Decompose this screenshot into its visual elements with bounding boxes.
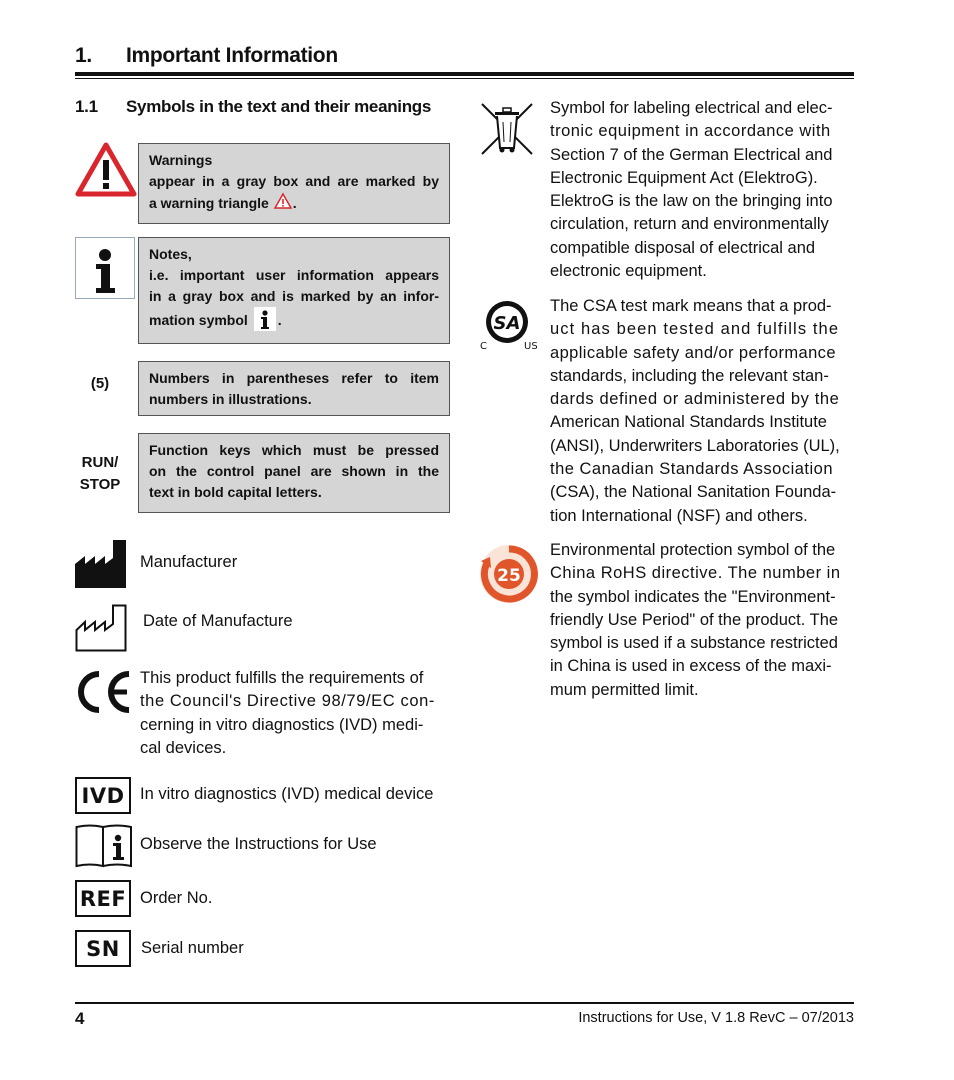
ivd-text: In vitro diagnostics (IVD) medical device bbox=[140, 785, 434, 803]
csa-text: The CSA test mark means that a prod- uct has been tested and fulfills the applicable safety and/or performance standards, including the relevant stan- dards defined or administered by the American National Standards Institute (ANSI), Underwriters Laboratories (UL), the Canadian Standards Association (CSA), the National Sanitation Founda- tion International (NSF) and others. bbox=[550, 297, 840, 525]
footer-rule bbox=[75, 1002, 854, 1004]
function-keys-line-1: Function keys which must be pressed bbox=[149, 442, 439, 458]
ce-text: This product fulfills the requirements of the Council's Directive 98/79/EC con- cerning in vitro diagnostics (IVD) medi- cal devices. bbox=[140, 669, 435, 758]
function-keys-line-2: on the control panel are shown in the bbox=[149, 463, 439, 479]
numbers-side-label: (5) bbox=[90, 375, 110, 392]
manufacturer-text: Manufacturer bbox=[140, 553, 238, 571]
china-rohs-icon bbox=[478, 543, 540, 605]
run-stop-side-label: RUN/ STOP bbox=[79, 454, 121, 493]
ref-icon: REF bbox=[75, 880, 131, 917]
info-icon bbox=[75, 237, 135, 299]
header-rule-thin bbox=[75, 78, 854, 79]
china-rohs-text: Environmental protection symbol of the China RoHS directive. The number in the symbol indicates the "Environment- friendly Use Period" of the product. The symbol is used if a substance restricted in China is used in excess of the maxi- mum permitted limit. bbox=[550, 541, 841, 699]
date-of-manufacture-icon bbox=[75, 604, 127, 652]
function-keys-box bbox=[138, 433, 450, 513]
function-keys-line-3: text in bold capital letters. bbox=[149, 484, 322, 500]
svg-text:US: US bbox=[524, 341, 538, 352]
subsection-number: 1.1 bbox=[75, 97, 98, 116]
numbers-box bbox=[138, 361, 450, 416]
note-line-1: i.e. important user information appears bbox=[149, 267, 439, 283]
subsection-heading bbox=[75, 97, 431, 117]
weee-crossed-bin-icon bbox=[478, 100, 536, 158]
section-heading bbox=[75, 44, 338, 68]
page-number: 4 bbox=[75, 1009, 85, 1028]
instructions-for-use-icon bbox=[75, 824, 133, 868]
warning-line-1: appear in a gray box and are marked by bbox=[149, 173, 439, 189]
section-title: Important Information bbox=[126, 44, 338, 67]
manufacturer-icon bbox=[75, 540, 127, 588]
csa-mark-icon bbox=[476, 296, 542, 354]
svg-text:SA: SA bbox=[493, 313, 521, 334]
note-line-3: mation symbol . bbox=[149, 307, 439, 331]
note-title: Notes, bbox=[149, 246, 192, 262]
warning-title: Warnings bbox=[149, 152, 213, 168]
note-line-2: in a gray box and is marked by an infor- bbox=[149, 288, 439, 304]
numbers-line-1: Numbers in parentheses refer to item bbox=[149, 370, 439, 386]
info-small-icon bbox=[254, 307, 276, 331]
svg-text:C: C bbox=[480, 341, 487, 352]
weee-text: Symbol for labeling electrical and elec- tronic equipment in accordance with Section 7 of the German Electrical and Electronic Equipment Act (ElektroG). ElektroG is the law on the bringing into circulation, return and environmentally compatible disposal of electrical and electronic equipment. bbox=[550, 99, 833, 281]
serial-number-text: Serial number bbox=[141, 939, 244, 957]
footer-document-info: Instructions for Use, V 1.8 RevC – 07/2013 bbox=[578, 1010, 854, 1026]
ref-text: Order No. bbox=[140, 889, 213, 907]
warning-triangle-icon bbox=[75, 142, 137, 198]
warning-triangle-small-icon bbox=[273, 192, 293, 210]
date-of-manufacture-text: Date of Manufacture bbox=[143, 612, 293, 630]
warning-line-2: a warning triangle . bbox=[149, 192, 439, 214]
section-number: 1. bbox=[75, 44, 92, 67]
instructions-for-use-text: Observe the Instructions for Use bbox=[140, 835, 377, 853]
warning-box bbox=[138, 143, 450, 224]
numbers-line-2: numbers in illustrations. bbox=[149, 391, 312, 407]
header-rule-thick bbox=[75, 72, 854, 76]
ce-mark-icon bbox=[75, 670, 133, 714]
subsection-title: Symbols in the text and their meanings bbox=[126, 97, 432, 116]
serial-number-icon: SN bbox=[75, 930, 131, 967]
svg-text:25: 25 bbox=[497, 566, 521, 586]
ivd-icon: IVD bbox=[75, 777, 131, 814]
note-box bbox=[138, 237, 450, 344]
